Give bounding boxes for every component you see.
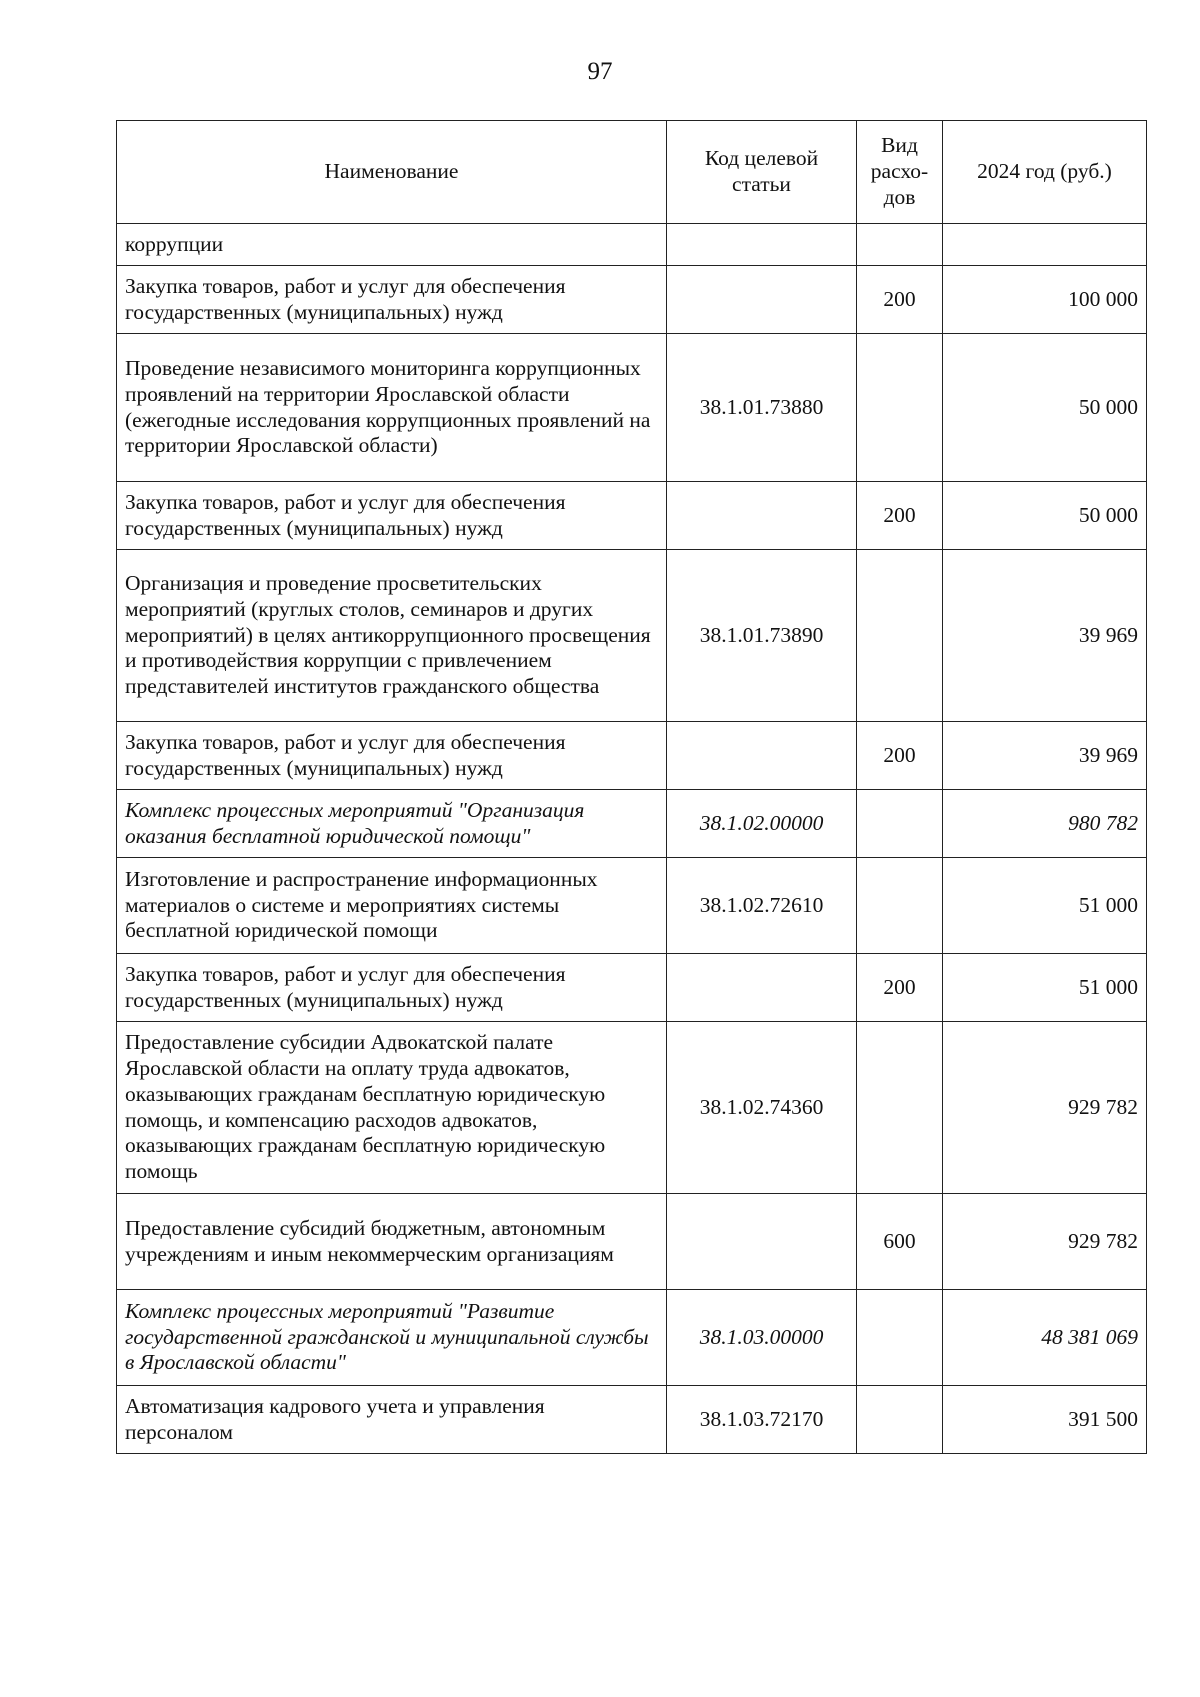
row-name: Предоставление субсидий бюджетным, автономным учреждениям и иным некоммерческим организациям [117, 1194, 667, 1290]
row-name: Закупка товаров, работ и услуг для обеспечения государственных (муниципальных) нужд [117, 722, 667, 790]
row-code: 38.1.02.74360 [667, 1022, 857, 1194]
row-amount: 100 000 [943, 266, 1147, 334]
row-name: Проведение независимого мониторинга коррупционных проявлений на территории Ярославской области (ежегодные исследования коррупционных проявлений на территории Ярославской области) [117, 334, 667, 482]
row-amount: 50 000 [943, 482, 1147, 550]
row-type [857, 1290, 943, 1386]
header-type: Вид расхо-дов [857, 121, 943, 224]
row-type [857, 1386, 943, 1454]
row-name: Комплекс процессных мероприятий "Организация оказания бесплатной юридической помощи" [117, 790, 667, 858]
row-amount: 391 500 [943, 1386, 1147, 1454]
row-name: коррупции [117, 224, 667, 266]
row-code [667, 722, 857, 790]
table-row [117, 334, 1147, 482]
row-code [667, 266, 857, 334]
row-amount [943, 224, 1147, 266]
row-name: Закупка товаров, работ и услуг для обеспечения государственных (муниципальных) нужд [117, 266, 667, 334]
table-row [117, 1290, 1147, 1386]
row-amount: 39 969 [943, 722, 1147, 790]
row-code: 38.1.01.73890 [667, 550, 857, 722]
row-code: 38.1.03.72170 [667, 1386, 857, 1454]
row-amount: 48 381 069 [943, 1290, 1147, 1386]
row-name: Предоставление субсидии Адвокатской палате Ярославской области на оплату труда адвокатов, оказывающих гражданам бесплатную юридическую помощь, и компенсацию расходов адвокатов, оказывающих гражданам бесплатную юридическую помощь [117, 1022, 667, 1194]
table-header-row [117, 121, 1147, 224]
row-name: Закупка товаров, работ и услуг для обеспечения государственных (муниципальных) нужд [117, 482, 667, 550]
table-row [117, 1022, 1147, 1194]
page-number: 97 [587, 58, 613, 85]
header-amount: 2024 год (руб.) [943, 121, 1147, 224]
row-name: Изготовление и распространение информационных материалов о системе и мероприятиях системы бесплатной юридической помощи [117, 858, 667, 954]
row-name: Организация и проведение просветительских мероприятий (круглых столов, семинаров и других мероприятий) в целях антикоррупционного просвещения и противодействия коррупции с привлечением представителей институтов гражданского общества [117, 550, 667, 722]
row-amount: 929 782 [943, 1194, 1147, 1290]
row-amount: 980 782 [943, 790, 1147, 858]
row-type: 200 [857, 954, 943, 1022]
row-type: 600 [857, 1194, 943, 1290]
row-type [857, 790, 943, 858]
table-row [117, 224, 1147, 266]
row-code: 38.1.03.00000 [667, 1290, 857, 1386]
row-name: Закупка товаров, работ и услуг для обеспечения государственных (муниципальных) нужд [117, 954, 667, 1022]
row-amount: 51 000 [943, 858, 1147, 954]
row-code [667, 954, 857, 1022]
row-type: 200 [857, 482, 943, 550]
table-row [117, 1386, 1147, 1454]
row-type [857, 550, 943, 722]
table-row [117, 550, 1147, 722]
row-amount: 50 000 [943, 334, 1147, 482]
table-row [117, 1194, 1147, 1290]
row-type [857, 224, 943, 266]
table-row [117, 790, 1147, 858]
row-code: 38.1.02.72610 [667, 858, 857, 954]
header-code: Код целевой статьи [667, 121, 857, 224]
row-code [667, 224, 857, 266]
row-amount: 39 969 [943, 550, 1147, 722]
row-name: Автоматизация кадрового учета и управления персоналом [117, 1386, 667, 1454]
table-row [117, 266, 1147, 334]
header-name: Наименование [117, 121, 667, 224]
table-row [117, 858, 1147, 954]
table-row [117, 954, 1147, 1022]
row-amount: 929 782 [943, 1022, 1147, 1194]
row-code [667, 1194, 857, 1290]
table-row [117, 482, 1147, 550]
row-amount: 51 000 [943, 954, 1147, 1022]
row-code [667, 482, 857, 550]
row-code: 38.1.02.00000 [667, 790, 857, 858]
budget-table [116, 120, 1147, 1454]
row-code: 38.1.01.73880 [667, 334, 857, 482]
table-row [117, 722, 1147, 790]
row-type [857, 858, 943, 954]
row-type [857, 334, 943, 482]
row-type: 200 [857, 266, 943, 334]
row-name: Комплекс процессных мероприятий "Развитие государственной гражданской и муниципальной службы в Ярославской области" [117, 1290, 667, 1386]
row-type: 200 [857, 722, 943, 790]
row-type [857, 1022, 943, 1194]
